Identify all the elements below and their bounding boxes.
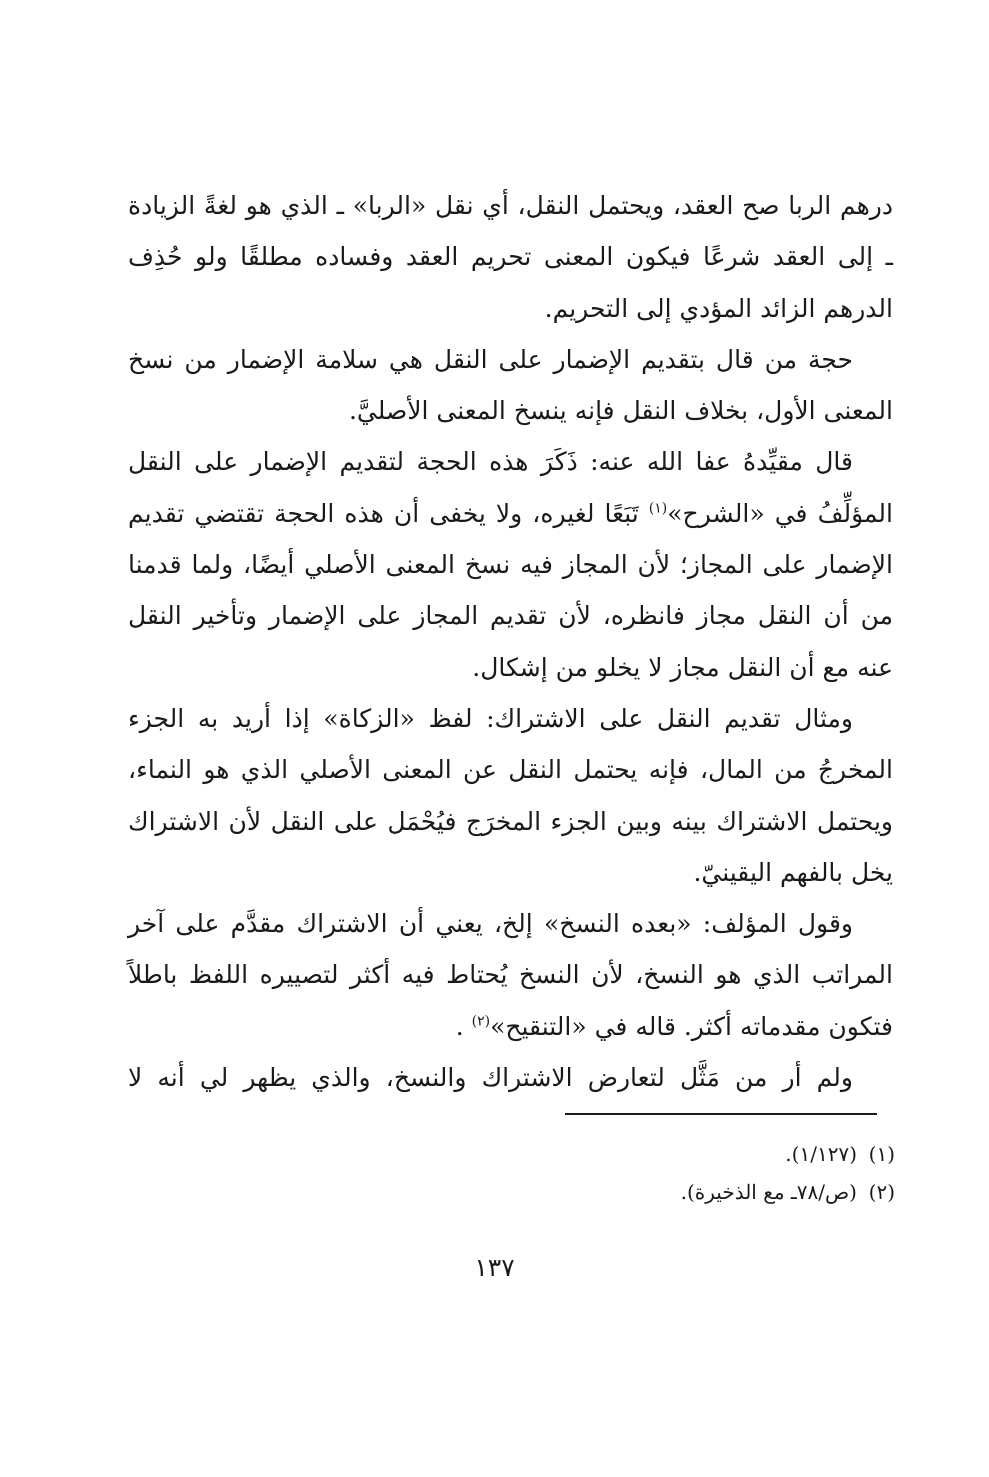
footnote-ref: (١) <box>648 500 668 517</box>
paragraph <box>128 898 893 1052</box>
paragraph-text: قال مقيِّدهُ عفا الله عنه: ذَكَرَ هذه الحجة لتقديم الإضمار على النقل المؤلِّفُ في «الشرح» <box>128 447 893 528</box>
footnote-text: (ص/٧٨ـ مع الذخيرة). <box>680 1180 857 1204</box>
paragraph: درهم الربا صح العقد، ويحتمل النقل، أي نقل «الربا» ـ الذي هو لغةً الزيادة ـ إلى العقد شرعًا فيكون المعنى تحريم العقد وفساده مطلقًا ولو حُذِف الدرهم الزائد المؤدي إلى التحريم. <box>128 191 893 323</box>
page-number: ١٣٧ <box>474 1253 515 1282</box>
paragraph-text: وقول المؤلف: «بعده النسخ» إلخ، يعني أن الاشتراك مقدَّم على آخر المراتب الذي هو النسخ، لأن النسخ يُحتاط فيه أكثر لتصييره اللفظ باطلاً فتكون مقدماته أكثر. قاله في «التنقيح» <box>128 909 893 1041</box>
paragraph: ومثال تقديم النقل على الاشتراك: لفظ «الزكاة» إذا أريد به الجزء المخرجُ من المال، فإنه يحتمل النقل عن المعنى الأصلي الذي هو النماء، ويحتمل الاشتراك بينه وبين الجزء المخرَج فيُحْمَل على النقل لأن الاشتراك يخل بالفهم اليقينيّ. <box>128 703 893 887</box>
footnote-ref: (٢) <box>471 1013 491 1030</box>
footnote <box>500 1173 895 1211</box>
footnote-separator <box>565 1113 877 1115</box>
paragraph: ولم أر من مَثَّل لتعارض الاشتراك والنسخ، والذي يظهر لي أنه لا <box>128 1063 853 1093</box>
paragraph <box>128 436 893 692</box>
footnote <box>500 1135 895 1173</box>
footnote-text: (١/١٢٧). <box>785 1142 857 1166</box>
paragraph-text: . <box>455 1011 464 1041</box>
paragraph: حجة من قال بتقديم الإضمار على النقل هي سلامة الإضمار من نسخ المعنى الأول، بخلاف النقل فإنه ينسخ المعنى الأصليَّ. <box>128 344 893 426</box>
footnote-number: (١) <box>868 1142 895 1166</box>
footnote-number: (٢) <box>868 1180 895 1204</box>
main-text <box>128 180 893 1103</box>
paragraph-text: تَبَعًا لغيره، ولا يخفى أن هذه الحجة تقتضي تقديم الإضمار على المجاز؛ لأن المجاز فيه نسخ المعنى الأصلي أيضًا، ولما قدمنا من أن النقل مجاز فانظره، لأن تقديم المجاز على الإضمار وتأخير النقل عنه مع أن النقل مجاز لا يخلو من إشكال. <box>128 498 893 682</box>
footnotes <box>500 1135 895 1211</box>
